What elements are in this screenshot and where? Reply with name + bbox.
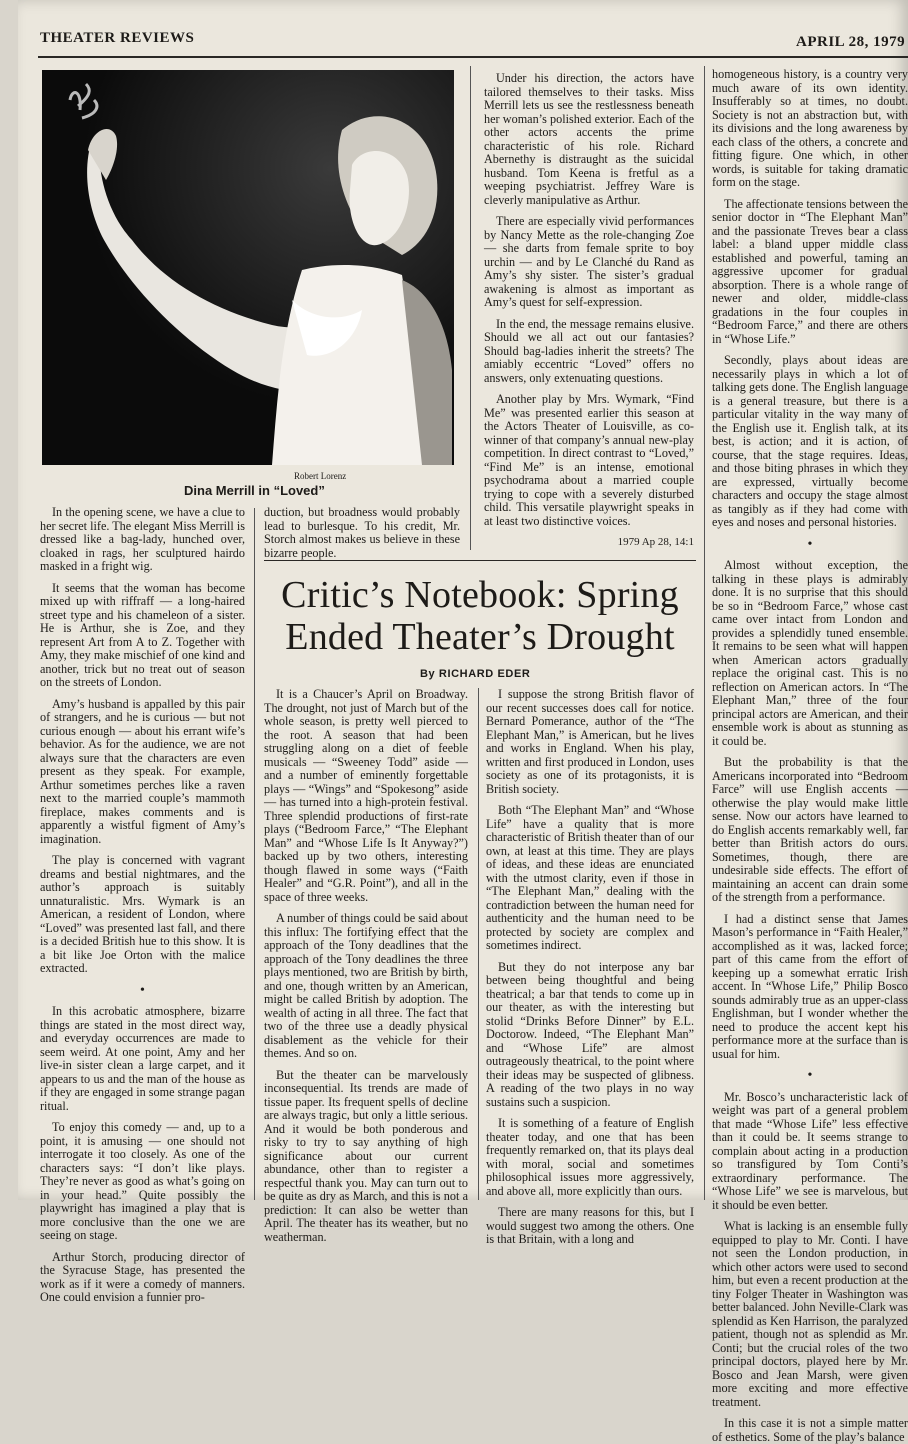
issue-date: APRIL 28, 1979 xyxy=(796,34,906,50)
notebook-paragraph: In this case it is not a simple matter of esthetics. Some of the play’s balance xyxy=(712,1416,908,1444)
notebook-paragraph: A number of things could be said about this influx: The fortifying effect that the approach of the Tony deadlines that the approach of the Tony deadlines the three plays mentioned, two are British by birth, and one, though written by an American, might be called British by adoption. The wealth of acting in all three. The fact that two of the three use a deadly physical disablement as the vehicle for their themes. And so on. xyxy=(264,911,468,1060)
notebook-paragraph: What is lacking is an ensemble fully equipped to play to Mr. Conti. I have not seen the London production, in which other actors were used to second him, but even a recent production at the tiny Folger Theater in Washington was better balanced. John Neville-Clark was splendid as Ken Harrison, the paralyzed patient, though not as splendid as Mr. Conti; but the crucial roles of the two principal doctors, played here by Mr. Bosco and Jean Marsh, were given more exciting and more effective treatment. xyxy=(712,1219,908,1409)
review-column-right xyxy=(484,72,694,547)
review-paragraph: Amy’s husband is appalled by this pair of strangers, and he is curious — but not curious enough — about his errant wife’s behavior. As for the audience, we are not always sure that the characters are even present as they speak. For example, Arthur sometimes perches like a raven next to the married couple’s mammoth fireplace, makes comments and is apparently a wistful figment of Amy’s imagination. xyxy=(40,696,245,846)
column-divider xyxy=(470,66,471,550)
notebook-byline: By RICHARD EDER xyxy=(420,668,531,680)
notebook-column-1 xyxy=(264,687,468,1244)
section-bullet: • xyxy=(807,1068,813,1083)
column-divider xyxy=(254,508,255,1200)
newspaper-page xyxy=(18,0,908,1444)
review-paragraph: Another play by Mrs. Wymark, “Find Me” was presented earlier this season at the Actors Theater of Louisville, as co-winner of that company’s annual new-play competition. In direct contrast to “Loved,” “Find Me” is an intense, emotional psychodrama about a married couple trying to cope with a severely disturbed child. This versatile playwright speaks in at least two distinctive voices. xyxy=(484,392,694,528)
review-paragraph: In the opening scene, we have a clue to her secret life. The elegant Miss Merrill is dressed like a bag-lady, hunched over, cloaked in rags, her sculptured hairdo masked in a fright wig. xyxy=(40,505,245,573)
review-paragraph: Under his direction, the actors have tailored themselves to their tasks. Miss Merrill lets us see the restlessness beneath her woman’s polished exterior. Each of the other actors accents the prime characteristic of his role. Richard Abernethy is distraught as the suicidal husband. Tom Keena is fretful as a weeping psychiatrist. Jeffrey Ware is cleverly manipulative as Arthur. xyxy=(484,71,694,207)
notebook-paragraph: But the probability is that the Americans incorporated into “Bedroom Farce” will use English accents — otherwise the play would make little sense. Now our actors have learned to do English accents remarkably well, far better than British actors do ours. Sometimes, though, there are undesirable side effects. The effort of maintaining an accent can drain some of the strength from a performance. xyxy=(712,755,908,904)
notebook-paragraph: But they do not interpose any bar between being thoughtful and being theatrical; a bar that tends to come up in our theater, as with the interesting but stolid “Drinks Before Dinner” by E.L. Doctorow. Indeed, “The Elephant Man” and “Whose Life” are almost outrageously theatrical, to the point where their ideas may be suspected of glibness. A reading of the two plays in no way sustains such a suspicion. xyxy=(486,959,694,1109)
notebook-paragraph: I had a distinct sense that James Mason’s performance in “Faith Healer,” accomplished as it was, lacked force; part of this came from the effort of keeping up a somewhat erratic Irish accent. In “Whose Life,” Philip Bosco sounds admirably true as an upper-class Englishman, but I wonder whether the need to produce the accent kept his performance more at the surface than is usual for him. xyxy=(712,911,908,1061)
review-dateline: 1979 Ap 28, 14:1 xyxy=(617,536,694,548)
photo-caption: Dina Merrill in “Loved” xyxy=(184,483,325,498)
notebook-paragraph: Mr. Bosco’s uncharacteristic lack of weight was part of a general problem that made “Whose Life” less effective than it could be. It seems strange to complain about acting in a production so transfigured by Tom Conti’s extraordinary performance. The “Whose Life” we see is marvelous, but it should be even better. xyxy=(712,1089,908,1212)
column-divider xyxy=(478,688,479,1200)
notebook-paragraph: homogeneous history, is a country very much aware of its own identity. Insufferably so at times, no doubt. Society is not an abstraction but, with its divisions and the long awareness by each class of the others, a concrete and fitting figure. One which, in other words, is suitable for taking dramatic form on the stage. xyxy=(712,67,908,189)
review-paragraph: It seems that the woman has become mixed up with riffraff — a long-haired street type and his chameleon of a sister. He is Arthur, she is Zoe, and they represent Art from A to Z. Together with Amy, they make mischief of one kind and another, trick but no treat out of season on the streets of London. xyxy=(40,580,245,689)
production-photo xyxy=(42,70,454,465)
review-paragraph: duction, but broadness would probably lead to burlesque. To his credit, Mr. Storch almost makes us believe in these bizarre people. xyxy=(264,505,460,560)
actress-figure-image xyxy=(42,70,454,465)
review-paragraph: The play is concerned with vagrant dreams and bestial nightmares, and the author’s approach is suitably unnaturalistic. Mrs. Wymark is an American, a resident of London, where “Loved” was presented last fall, and there is a decided British hue to this show. It is a bit like Joe Orton with the malice extracted. xyxy=(40,853,245,975)
notebook-column-2 xyxy=(486,687,694,1246)
notebook-paragraph: I suppose the strong British flavor of our recent successes does call for notice. Bernard Pomerance, author of the “The Elephant Man,” is American, but he lives and works in England. When his play, written and first produced in London, uses society as one of its protagonists, it is British society. xyxy=(486,687,694,796)
section-bullet: • xyxy=(807,536,813,552)
review-paragraph: In the end, the message remains elusive. Should we all act out our fantasies? Should bag-ladies inherit the streets? The amiably eccentric “Loved” offers no answers, only extenuating questions. xyxy=(484,316,694,385)
article-rule xyxy=(264,560,696,561)
notebook-headline: Critic’s Notebook: Spring Ended Theater’s Drought xyxy=(281,574,679,658)
review-paragraph: To enjoy this comedy — and, up to a point, it is amusing — one should not interrogate it too closely. As one of the characters says: “I don’t like plays. They’re never as good as what’s going on in your head.” Quite possibly the playwright has imagined a play that is more conclusive than the one we are seeing on stage. xyxy=(40,1120,245,1242)
notebook-paragraph: Both “The Elephant Man” and “Whose Life” have a quality that is more characteristic of British theater than of our own, at least at this time. They are plays of ideas, and these ideas are enunciated with the utmost clarity, even if those in “The Elephant Man,” dealing with the contradiction between the human need for authenticity and the human need to be protected by society are complex and sometimes indirect. xyxy=(486,803,694,952)
column-divider xyxy=(704,66,705,1200)
notebook-paragraph: There are many reasons for this, but I would suggest two among the others. One is that Britain, with a long and xyxy=(486,1205,694,1246)
review-continuation xyxy=(264,506,460,560)
section-header: THEATER REVIEWS xyxy=(40,30,195,46)
notebook-paragraph: Secondly, plays about ideas are necessarily plays in which a lot of talking gets done. The English language is a general treasure, but there is a particular vitality in the way many of the English use it. English talk, at its best, is action; and it is action, of course, that the stage requires. Ideas, and those biting phrases in which they are expressed, virtually become characters and occupy the stage almost as tangibly as if they had come with eyes and noses and personal histories. xyxy=(712,353,908,529)
notebook-paragraph: But the theater can be marvelously inconsequential. Its trends are made of tissue paper. Its frequent spells of decline are always tragic, but only a little serious. And it would be both ponderous and risky to try to say anything of high significance about our current abundance, other than to register a respectful thank you. May can turn out to be quite as dry as March, and this is not a prediction: It can also be wetter than April. The theater has its weather, but no weatherman. xyxy=(264,1067,468,1244)
notebook-paragraph: Almost without exception, the talking in these plays is admirably done. It is no surprise that this should be so in “Bedroom Farce,” whose cast came over intact from London and provides a splendidly tuned ensemble. It remains to be seen what will happen when American actors gradually replace the original cast. This is no reflection on American actors. In “The Elephant Man,” three of the four principal actors are American, and their ensemble work is about as stunning as it could be. xyxy=(712,558,908,748)
notebook-paragraph: It is a Chaucer’s April on Broadway. The drought, not just of March but of the whole season, is pretty well pierced to the root. A season that had been struggling along on a diet of feeble musicals — “Sweeney Todd” aside — and a number of eminently forgettable plays — “Wings” and “Spokesong” aside — has turned into a high-protein festival. Three splendid productions of first-rate plays (“Bedroom Farce,” “The Elephant Man” and “Whose Life Is It Anyway?”) backed up by two others, interesting though flawed in some ways (“Faith Healer” and “G.R. Point”), and all in the space of three weeks. xyxy=(264,687,468,904)
notebook-paragraph: The affectionate tensions between the senior doctor in “The Elephant Man” and the passionate Treves bear a class label: a bland upper middle class established and powerful, taming an aggressive upcomer for gradual absorption. There is a whole range of newer and older, middle-class gradations in the four couples in “Bedroom Farce,” and there are others in “Whose Life.” xyxy=(712,196,908,346)
header-rule xyxy=(38,56,908,58)
review-paragraph: Arthur Storch, producing director of the Syracuse Stage, has presented the work as if it were a comedy of manners. One could envision a funnier pro- xyxy=(40,1249,245,1304)
review-column-left xyxy=(40,505,245,1304)
review-paragraph: There are especially vivid performances by Nancy Mette as the role-changing Zoe — she darts from female sprite to boy urchin — and by Le Clanché du Rand as Amy’s shy sister. The sister’s gradual awakening is almost as important as Amy’s quest for self-expression. xyxy=(484,214,694,309)
notebook-column-3 xyxy=(712,67,908,1444)
photo-credit: Robert Lorenz xyxy=(294,471,347,481)
section-bullet: • xyxy=(140,982,145,998)
notebook-paragraph: It is something of a feature of English theater today, and one that has been frequently remarked on, that its plays deal with moral, social and sometimes philosophical issues more aggressively, and above all, more explicitly than ours. xyxy=(486,1116,694,1198)
review-paragraph: In this acrobatic atmosphere, bizarre things are stated in the most direct way, and everyday occurrences are made to seem weird. At one point, Amy and her live-in sister clean a large carpet, and it appears to us and the man of the house as if they are engaged in some strange pagan ritual. xyxy=(40,1004,245,1113)
